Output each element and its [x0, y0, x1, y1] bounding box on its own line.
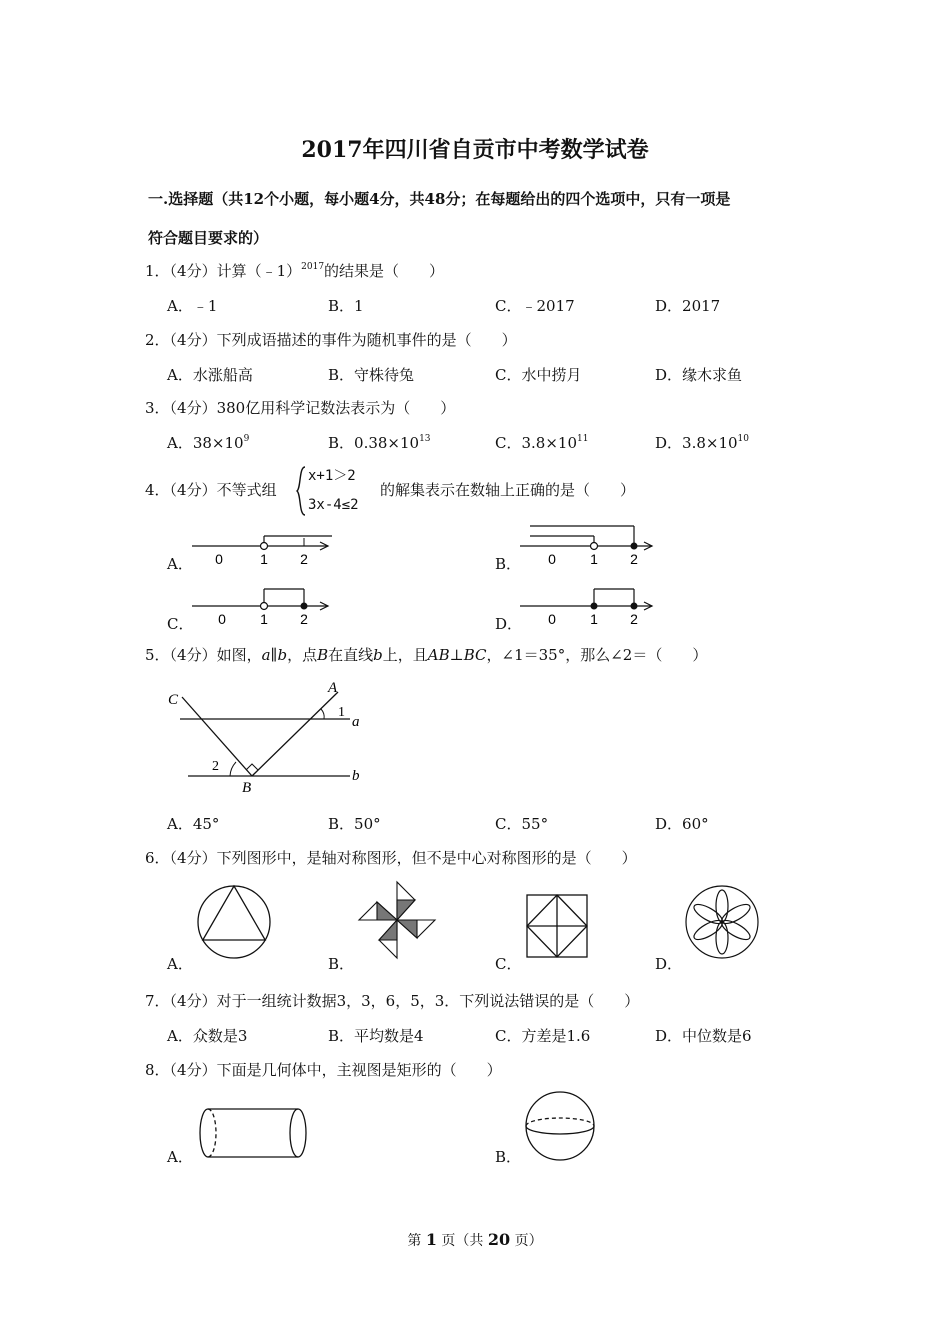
q7-option-d[interactable]: D．中位数是6: [655, 1027, 752, 1045]
q2-option-d[interactable]: D．缘木求鱼: [655, 366, 743, 384]
q6-option-a[interactable]: A．: [167, 955, 193, 973]
q4-brace: [296, 466, 306, 516]
q7-stem: 7．（4分）对于一组统计数据3，3，6，5，3．下列说法错误的是（ ）: [145, 992, 640, 1010]
q5-figure: [160, 680, 370, 798]
q6-figure-circle-triangle: [196, 884, 272, 960]
q5-option-b[interactable]: B．50°: [328, 815, 381, 833]
tick-1: 1: [590, 611, 598, 627]
section-heading-line2: 符合题目要求的）: [148, 229, 269, 247]
q4-inequality-1: x+1＞2: [308, 468, 356, 484]
q4-numberline-d: [520, 585, 660, 627]
q5-option-d[interactable]: D．60°: [655, 815, 709, 833]
tick-0: 0: [218, 611, 226, 627]
q8-figure-sphere: [524, 1090, 596, 1162]
label-line-a: a: [352, 714, 360, 730]
label-b-point: B: [242, 780, 252, 796]
q3-option-a[interactable]: A．$38\times 10^9$: [167, 434, 250, 452]
q5-option-a[interactable]: A．45°: [167, 815, 220, 833]
label-angle-1: 1: [338, 705, 345, 720]
tick-0: 0: [215, 551, 223, 567]
tick-1: 1: [590, 551, 598, 567]
section-heading-line1: 一.选择题（共12个小题，每小题4分，共48分；在每题给出的四个选项中，只有一项是: [148, 190, 731, 208]
q3-option-d[interactable]: D．$3.8\times 10^{10}$: [655, 434, 749, 452]
page-footer: 第 1 页（共 20 页）: [407, 1230, 543, 1249]
q3-option-c[interactable]: C．$3.8\times 10^{11}$: [495, 434, 589, 452]
tick-0: 0: [548, 551, 556, 567]
q4-numberline-b: [520, 522, 660, 568]
tick-2: 2: [630, 611, 638, 627]
q6-figure-flower: [684, 884, 760, 960]
q2-option-a[interactable]: A．水涨船高: [167, 366, 253, 384]
q6-option-d[interactable]: D．: [655, 955, 683, 973]
q3-stem: 3．（4分）380亿用科学记数法表示为（ ）: [145, 399, 456, 417]
tick-2: 2: [630, 551, 638, 567]
q7-option-c[interactable]: C．方差是1.6: [495, 1027, 591, 1045]
q1-option-a[interactable]: A．﹣1: [167, 297, 218, 315]
q4-numberline-c: [192, 585, 342, 627]
q4-option-c[interactable]: C．: [167, 615, 194, 633]
tick-2: 2: [300, 611, 308, 627]
q6-stem: 6．（4分）下列图形中，是轴对称图形，但不是中心对称图形的是（ ）: [145, 849, 637, 867]
q7-option-a[interactable]: A．众数是3: [167, 1027, 248, 1045]
q4-option-b[interactable]: B．: [495, 555, 522, 573]
q4-stem-suffix: 的解集表示在数轴上正确的是（ ）: [380, 481, 636, 499]
tick-1: 1: [260, 551, 268, 567]
label-c: C: [168, 692, 179, 708]
tick-2: 2: [300, 551, 308, 567]
tick-0: 0: [548, 611, 556, 627]
label-angle-2: 2: [212, 759, 219, 774]
q6-option-b[interactable]: B．: [328, 955, 355, 973]
q1-option-b[interactable]: B．1: [328, 297, 364, 315]
q8-figure-cylinder: [198, 1106, 310, 1162]
page-title: 2017年四川省自贡市中考数学试卷: [301, 137, 649, 163]
q4-inequality-2: 3x-4≤2: [308, 497, 359, 513]
q5-stem: 5．（4分）如图，a∥b，点B在直线b上，且AB⊥BC，∠1＝35°，那么∠2＝（ ）: [145, 646, 708, 664]
q5-option-c[interactable]: C．55°: [495, 815, 549, 833]
q4-stem-prefix: 4．（4分）不等式组: [145, 481, 277, 499]
q8-option-a[interactable]: A．: [167, 1148, 193, 1166]
q7-option-b[interactable]: B．平均数是4: [328, 1027, 424, 1045]
q8-option-b[interactable]: B．: [495, 1148, 522, 1166]
q1-option-c[interactable]: C．﹣2017: [495, 297, 575, 315]
q6-figure-pinwheel: [357, 880, 437, 960]
q6-figure-square-diamond: [525, 893, 589, 959]
label-line-b: b: [352, 768, 360, 784]
q2-stem: 2．（4分）下列成语描述的事件为随机事件的是（ ）: [145, 331, 517, 349]
q6-option-c[interactable]: C．: [495, 955, 522, 973]
q4-numberline-a: [192, 528, 342, 568]
label-a-point: A: [328, 680, 338, 696]
q1-option-d[interactable]: D．2017: [655, 297, 721, 315]
q3-option-b[interactable]: B．$0.38\times 10^{13}$: [328, 434, 431, 452]
q2-option-b[interactable]: B．守株待兔: [328, 366, 415, 384]
q4-option-d[interactable]: D．: [495, 615, 523, 633]
q1-stem: 1．（4分）计算（﹣1）$^{2017}$的结果是（ ）: [145, 262, 445, 280]
tick-1: 1: [260, 611, 268, 627]
q8-stem: 8．（4分）下面是几何体中，主视图是矩形的（ ）: [145, 1061, 502, 1079]
q4-option-a[interactable]: A．: [167, 555, 193, 573]
q2-option-c[interactable]: C．水中捞月: [495, 366, 582, 384]
